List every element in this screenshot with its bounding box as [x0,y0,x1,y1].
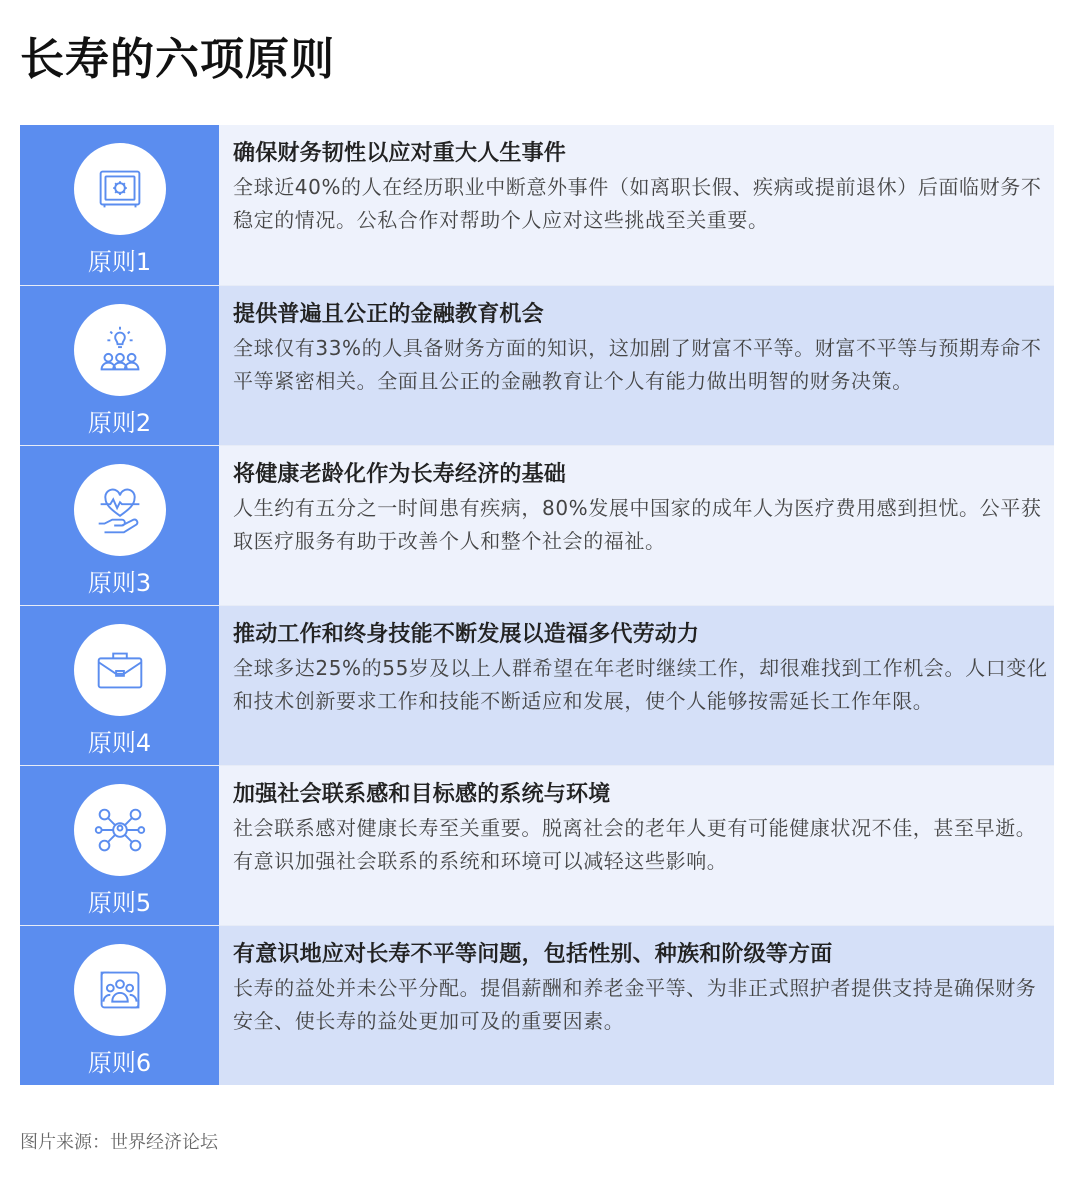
principle-heading: 推动工作和终身技能不断发展以造福多代劳动力 [233,622,700,647]
principle-row-5 [20,765,1054,925]
principle-label: 原则1 [87,248,152,276]
principles-table [20,125,1054,1085]
principle-content [219,446,1054,605]
principle-label: 原则5 [87,889,152,917]
principle-body: 长寿的益处并未公平分配。提倡薪酬和养老金平等、为非正式照护者提供支持是确保财务安全、使长寿的益处更加可及的重要因素。 [233,976,1037,1033]
principle-row-4 [20,605,1054,765]
heart-hand-icon [74,464,166,556]
image-source: 图片来源：世界经济论坛 [20,1132,218,1153]
lightbulb-people-icon [74,304,166,396]
principle-body: 全球多达25%的55岁及以上人群希望在年老时继续工作，却很难找到工作机会。人口变化和技术创新要求工作和技能不断适应和发展，使个人能够按需延长工作年限。 [233,656,1048,713]
safe-icon [74,143,166,235]
principle-heading: 加强社会联系感和目标感的系统与环境 [233,782,611,807]
principle-row-1 [20,125,1054,285]
principle-heading: 将健康老龄化作为长寿经济的基础 [233,462,567,487]
principle-label: 原则2 [87,409,152,437]
principle-row-6 [20,925,1054,1085]
principle-label: 原则6 [87,1049,152,1077]
principle-badge [20,766,219,925]
principle-heading: 有意识地应对长寿不平等问题，包括性别、种族和阶级等方面 [233,942,833,967]
principle-heading: 确保财务韧性以应对重大人生事件 [233,141,567,166]
principle-body: 社会联系感对健康长寿至关重要。脱离社会的老年人更有可能健康状况不佳，甚至早逝。有意识加强社会联系的系统和环境可以减轻这些影响。 [233,816,1037,873]
group-cycle-icon [74,944,166,1036]
principle-content [219,766,1054,925]
principle-badge [20,286,219,445]
page-title: 长寿的六项原则 [20,34,335,85]
principle-row-2 [20,285,1054,445]
principle-content [219,286,1054,445]
principle-content [219,125,1054,285]
principle-label: 原则4 [87,729,152,757]
principle-label: 原则3 [87,569,152,597]
briefcase-icon [74,624,166,716]
principle-badge [20,926,219,1085]
principle-body: 全球仅有33%的人具备财务方面的知识，这加剧了财富不平等。财富不平等与预期寿命不平等紧密相关。全面且公正的金融教育让个人有能力做出明智的财务决策。 [233,336,1042,393]
principle-content [219,606,1054,765]
network-people-icon [74,784,166,876]
principle-content [219,926,1054,1085]
principle-heading: 提供普遍且公正的金融教育机会 [233,302,544,327]
principle-row-3 [20,445,1054,605]
principle-badge [20,446,219,605]
principle-body: 人生约有五分之一时间患有疾病，80%发展中国家的成年人为医疗费用感到担忧。公平获取医疗服务有助于改善个人和整个社会的福祉。 [233,496,1042,553]
principle-body: 全球近40%的人在经历职业中断意外事件（如离职长假、疾病或提前退休）后面临财务不稳定的情况。公私合作对帮助个人应对这些挑战至关重要。 [233,175,1042,232]
principle-badge [20,606,219,765]
principle-badge [20,125,219,285]
